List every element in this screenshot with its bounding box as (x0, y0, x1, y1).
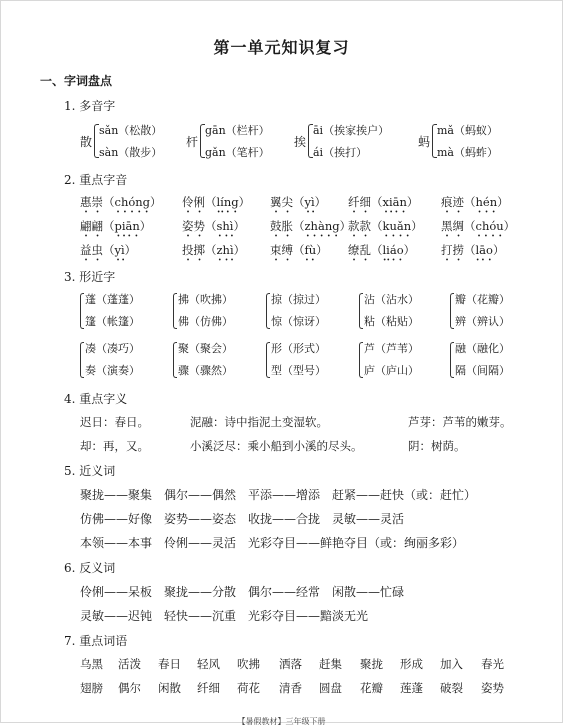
key-word: 破裂 (440, 681, 463, 695)
key-word: 赶集 (319, 657, 342, 671)
polyphone-reading: gǎn（笔杆） (205, 146, 270, 159)
pronunciation-item: 打捞（lāo） (441, 243, 505, 257)
polyphone-reading: sàn（散步） (99, 146, 163, 159)
key-word: 洒落 (279, 657, 302, 671)
similar-char: 佛（仿佛） (178, 315, 233, 328)
pronunciation-item: 姿势（shì） (182, 219, 245, 233)
pronunciation-item: 纤细（xiān） (348, 195, 419, 209)
key-word: 聚拢 (360, 657, 383, 671)
pronunciation-item: 益虫（yì） (80, 243, 137, 257)
pronunciation-item: 翼尖（yì） (270, 195, 327, 209)
page-footer: 【暑假教材】三年级下册 (237, 717, 326, 726)
pronunciation-item: 痕迹（hén） (441, 195, 509, 209)
key-word: 圆盘 (319, 681, 342, 695)
similar-char: 瓣（花瓣） (455, 293, 510, 306)
synonym-row: 本领——本事 伶俐——灵活 光彩夺目——鲜艳夺目（或：绚丽多彩） (80, 536, 465, 550)
pronunciation-heading: 2. 重点字音 (64, 173, 128, 187)
antonym-row: 灵敏——迟钝 轻快——沉重 光彩夺目——黯淡无光 (80, 609, 369, 623)
similar-char: 拂（吹拂） (178, 293, 233, 306)
pronunciation-item: 鼓胀（zhàng） (270, 219, 352, 233)
synonyms-heading: 5. 近义词 (64, 464, 116, 478)
key-word: 闲散 (158, 681, 181, 695)
similar-char: 蓬（蓬蓬） (85, 293, 140, 306)
similar-char: 融（融化） (455, 342, 510, 355)
meaning-item: 泥融：诗中指泥土变湿软。 (190, 415, 328, 429)
antonym-row: 伶俐——呆板 聚拢——分散 偶尔——经常 闲散——忙碌 (80, 585, 405, 599)
similar-char: 奏（演奏） (85, 364, 140, 377)
similar-char: 型（型号） (271, 364, 326, 377)
similar-chars-heading: 3. 形近字 (64, 270, 116, 284)
polyphone-char: 挨 (294, 135, 307, 149)
similar-char: 惊（惊讶） (271, 315, 326, 328)
key-word: 加入 (440, 657, 463, 671)
key-word: 姿势 (481, 681, 504, 695)
pronunciation-item: 款款（kuǎn） (348, 219, 423, 233)
key-word: 翅膀 (80, 681, 103, 695)
key-word: 纤细 (197, 681, 220, 695)
meaning-item: 小溪泛尽：乘小船到小溪的尽头。 (190, 439, 363, 453)
polyphone-reading: sǎn（松散） (99, 124, 163, 137)
key-word: 轻风 (197, 657, 220, 671)
key-word: 活泼 (118, 657, 141, 671)
similar-char: 聚（聚会） (178, 342, 233, 355)
meaning-item: 芦芽：芦苇的嫩芽。 (408, 415, 512, 429)
similar-char: 芦（芦苇） (364, 342, 419, 355)
pronunciation-item: 伶俐（líng） (182, 195, 251, 209)
key-word: 乌黑 (80, 657, 103, 671)
similar-char: 掠（掠过） (271, 293, 326, 306)
polyphone-char: 散 (80, 135, 93, 149)
pronunciation-item: 惠崇（chóng） (80, 195, 162, 209)
meaning-item: 却：再，又。 (80, 439, 149, 453)
brace (359, 293, 363, 329)
brace (266, 293, 270, 329)
polyphone-reading: gān（栏杆） (205, 124, 270, 137)
meaning-item: 阴：树荫。 (408, 439, 466, 453)
brace (80, 342, 84, 378)
polyphone-reading: mǎ（蚂蚁） (437, 124, 498, 137)
similar-char: 篷（帐篷） (85, 315, 140, 328)
brace (80, 293, 84, 329)
similar-char: 辨（辨认） (455, 315, 510, 328)
polyphone-reading: mà（蚂蚱） (437, 146, 498, 159)
key-word: 吹拂 (237, 657, 260, 671)
key-word: 花瓣 (360, 681, 383, 695)
section-heading-words: 一、字词盘点 (40, 74, 113, 88)
brace (450, 342, 454, 378)
polyphone-char: 杆 (186, 135, 199, 149)
pronunciation-item: 缭乱（liáo） (348, 243, 416, 257)
page-title: 第一单元知识复习 (213, 38, 350, 57)
key-word: 莲蓬 (400, 681, 423, 695)
brace (173, 293, 177, 329)
similar-char: 形（形式） (271, 342, 326, 355)
key-word: 春光 (481, 657, 504, 671)
meaning-heading: 4. 重点字义 (64, 392, 128, 406)
synonym-row: 聚拢——聚集 偶尔——偶然 平添——增添 赶紧——赶快（或：赶忙） (80, 488, 477, 502)
key-word: 偶尔 (118, 681, 141, 695)
similar-char: 隔（间隔） (455, 364, 510, 377)
polyphone-reading: āi（挨家挨户） (313, 124, 390, 137)
polyphone-reading: ái（挨打） (313, 146, 368, 159)
pronunciation-item: 黑绸（chóu） (441, 219, 516, 233)
similar-char: 沾（沾水） (364, 293, 419, 306)
meaning-item: 迟日：春日。 (80, 415, 149, 429)
similar-char: 粘（粘贴） (364, 315, 419, 328)
brace (450, 293, 454, 329)
polyphone-char: 蚂 (418, 135, 431, 149)
similar-char: 庐（庐山） (364, 364, 419, 377)
similar-char: 凑（凑巧） (85, 342, 140, 355)
antonyms-heading: 6. 反义词 (64, 561, 116, 575)
key-words-heading: 7. 重点词语 (64, 634, 128, 648)
brace (266, 342, 270, 378)
polyphone-heading: 1. 多音字 (64, 99, 116, 113)
pronunciation-item: 投掷（zhì） (182, 243, 246, 257)
pronunciation-item: 翩翩（piān） (80, 219, 152, 233)
similar-char: 骤（骤然） (178, 364, 233, 377)
key-word: 形成 (400, 657, 423, 671)
brace (173, 342, 177, 378)
brace (359, 342, 363, 378)
key-word: 清香 (279, 681, 302, 695)
key-word: 荷花 (237, 681, 260, 695)
key-word: 春日 (158, 657, 181, 671)
synonym-row: 仿佛——好像 姿势——姿态 收拢——合拢 灵敏——灵活 (80, 512, 405, 526)
pronunciation-item: 束缚（fù） (270, 243, 328, 257)
